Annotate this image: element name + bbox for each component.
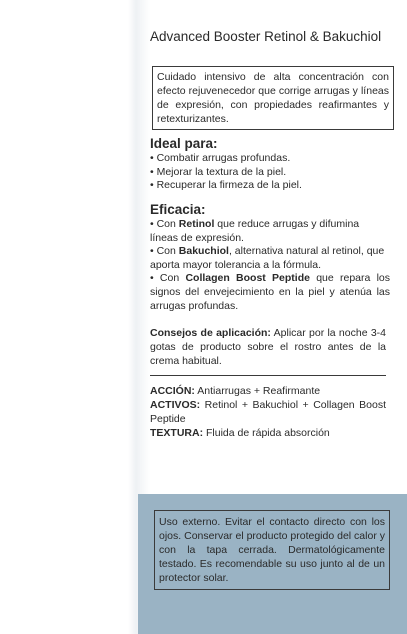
eficacia-item: [150, 245, 390, 272]
eficacia-item-prefix: • Con: [150, 218, 179, 230]
eficacia-item-ingredient: Bakuchiol: [178, 245, 229, 258]
ideal-section: [150, 136, 390, 193]
ideal-item: • Recuperar la firmeza de la piel.: [150, 179, 302, 192]
consejos-section: [150, 326, 386, 368]
spec-textura: [150, 426, 386, 440]
eficacia-item-ingredient: Collagen Boost Peptide: [185, 272, 310, 285]
specs-section: [150, 384, 386, 440]
eficacia-item-prefix: • Con: [150, 272, 186, 285]
eficacia-item: [150, 272, 390, 313]
spec-label: ACTIVOS:: [150, 399, 201, 411]
product-title: Advanced Booster Retinol & Bakuchiol: [150, 29, 382, 44]
spec-activos: [150, 398, 386, 426]
eficacia-item-ingredient: Retinol: [178, 218, 215, 230]
eficacia-item-text: que repara los signos del envejecimiento en la piel y atenúa las arrugas profundas.: [150, 272, 391, 312]
intro-box: Cuidado intensivo de alta concentración con efecto rejuvenecedor que corrige arrugas y líneas de expresión, con propiedades reafirmantes y retexturizantes.: [152, 66, 394, 130]
eficacia-item: [150, 218, 390, 245]
consejos-label: Consejos de aplicación:: [150, 327, 271, 339]
ideal-heading: Ideal para:: [150, 136, 218, 151]
divider: [150, 375, 386, 376]
consejos-text: Aplicar por la noche 3-4 gotas de producto sobre el rostro antes de la crema habitual.: [150, 327, 387, 367]
warning-box: Uso externo. Evitar el contacto directo con los ojos. Conservar el producto protegido del calor y con la tapa cerrada. Dermatológicamente testado. Es recomendable su uso junto al de un protector solar.: [154, 510, 390, 590]
eficacia-section: [150, 202, 390, 313]
spec-label: TEXTURA:: [150, 427, 204, 439]
eficacia-item-text: que reduce arrugas y difumina líneas de expresión.: [150, 218, 360, 244]
eficacia-item-text: , alternativa natural al retinol, que aporta mayor tolerancia a la fórmula.: [150, 245, 385, 271]
eficacia-item-prefix: • Con: [150, 245, 179, 258]
ideal-item: • Mejorar la textura de la piel.: [150, 165, 287, 178]
ideal-item: • Combatir arrugas profundas.: [150, 152, 291, 164]
spec-accion: [150, 384, 386, 398]
spec-value: Antiarrugas + Reafirmante: [194, 385, 321, 397]
spec-label: ACCIÓN:: [150, 385, 195, 397]
eficacia-heading: Eficacia:: [150, 202, 206, 217]
spec-value: Retinol + Bakuchiol + Collagen Boost Peptide: [150, 399, 386, 425]
spec-value: Fluida de rápida absorción: [203, 427, 330, 439]
